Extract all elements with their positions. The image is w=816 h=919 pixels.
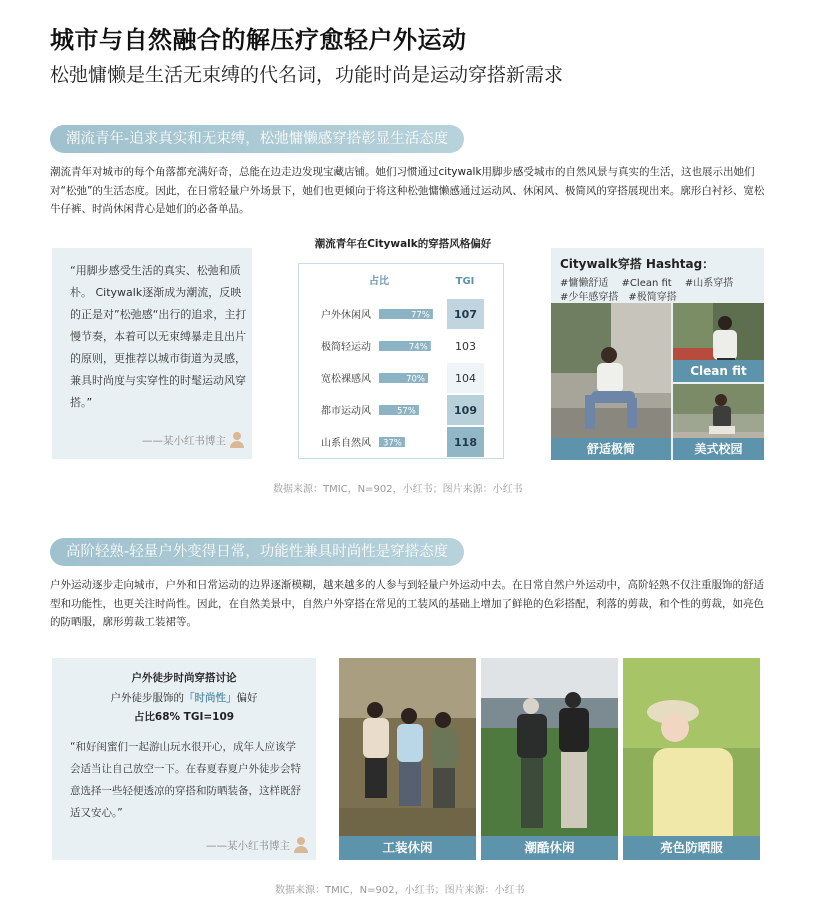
- hashtag-line-1: #慵懒舒适 #Clean fit #山系穿搭: [560, 278, 734, 289]
- photo-label-cool-casual: 潮酷休闲: [481, 836, 618, 860]
- chart-column-header-share: 占比: [369, 276, 389, 287]
- chart-title: 潮流青年在Citywalk的穿搭风格偏好: [314, 238, 492, 250]
- chart-category-label: 山系自然风: [321, 438, 371, 449]
- chart-category-label: 都市运动风: [321, 406, 371, 417]
- chart-category-label: 户外休闲风: [321, 310, 371, 321]
- section2-box-line-post: 偏好: [236, 692, 258, 704]
- section1-quote-box: [52, 248, 252, 459]
- section1-quote-author: ——某小红书博主: [142, 434, 226, 447]
- chart-category-label: 宽松裸感风: [321, 374, 371, 385]
- chart-tgi-value: 118: [454, 436, 477, 449]
- section1-paragraph: 潮流青年对城市的每个角落都充满好奇，总能在边走边发现宝藏店铺。她们习惯通过citywalk用脚步感受城市的自然风景与真实的生活，这也展示出她们对“松弛”的生活态度。因此，在日常轻量户外场景下，她们也更倾向于将这种松弛慵懒感通过运动风、休闲风、极简风的穿搭展现出来。廓形白衬衫、宽松牛仔裤、时尚休闲背心是她们的必备单品。: [50, 166, 765, 215]
- page-subtitle: 松弛慵懒是生活无束缚的代名词，功能时尚是运动穿搭新需求: [50, 64, 564, 86]
- photo-workwear-casual: [339, 658, 476, 860]
- chart-bar-data-label: 77%: [410, 310, 430, 321]
- section2-heading: 高阶轻熟-轻量户外变得日常，功能性兼具时尚性是穿搭态度: [50, 538, 464, 566]
- photo-label-clean-fit: Clean fit: [673, 360, 764, 382]
- section2-box-stat: 占比68% TGI=109: [133, 711, 235, 723]
- chart-svg: [299, 264, 505, 460]
- photo-label-american-campus: 美式校园: [673, 438, 764, 460]
- section1-quote-attribution: [142, 432, 244, 448]
- chart-bar-data-label: 57%: [396, 406, 416, 417]
- section2-quote-author: ——某小红书博主: [206, 839, 290, 852]
- section2-quote-text: “和好闺蜜们一起游山玩水很开心，成年人应该学会适当让自己放空一下。在春夏春夏户外徒步会特意选择一些轻便透凉的穿搭和防晒装备，这样既舒适又安心。”: [70, 741, 301, 819]
- section2-box-line-pre: 户外徒步服饰的: [110, 692, 184, 704]
- section1-source: 数据来源：TMIC，N=902，小红书；图片来源：小红书: [273, 484, 523, 495]
- chart-column-header-tgi: TGI: [455, 276, 475, 287]
- hashtag-title: Citywalk穿搭 Hashtag：: [560, 257, 715, 271]
- photo-comfort-minimal: [551, 303, 671, 460]
- photo-group-hiking: [339, 658, 476, 860]
- chart-bar-data-label: 74%: [408, 342, 428, 353]
- photo-cool-casual: [481, 658, 618, 860]
- section2-box-line: [52, 690, 316, 705]
- photo-label-bright-sun-jacket: 亮色防晒服: [623, 836, 760, 860]
- chart-tgi-value: 104: [455, 372, 476, 385]
- section1-heading: 潮流青年-追求真实和无束缚，松弛慵懒感穿搭彰显生活态度: [50, 125, 464, 153]
- photo-label-workwear-casual: 工装休闲: [339, 836, 476, 860]
- photo-label-comfort-minimal: 舒适极简: [551, 438, 671, 460]
- chart-tgi-value: 103: [455, 340, 476, 353]
- page-title: 城市与自然融合的解压疗愈轻户外运动: [50, 26, 467, 54]
- chart-category-label: 极简轻运动: [321, 342, 371, 353]
- chart-bar-data-label: 37%: [382, 438, 402, 449]
- section2-paragraph: 户外运动逐步走向城市，户外和日常运动的边界逐渐模糊，越来越多的人参与到轻量户外运动中去。在日常自然户外运动中，高阶轻熟不仅注重服饰的舒适型和功能性，也更关注时尚性。因此，在自然美景中，自然户外穿搭在常见的工装风的基础上增加了鲜艳的色彩搭配，利落的剪裁，和个性的剪裁，如亮色的防晒服，廓形剪裁工装裙等。: [50, 579, 764, 628]
- section2-source: 数据来源：TMIC，N=902，小红书；图片来源：小红书: [275, 885, 525, 896]
- section2-box-line-highlight: 「时尚性」: [184, 692, 237, 704]
- section2-quote-attribution: [206, 837, 308, 853]
- hashtag-box: [551, 248, 764, 460]
- photo-field-duo: [481, 658, 618, 860]
- hashtag-line-2: #少年感穿搭 #极简穿搭: [560, 292, 677, 303]
- section1-quote-text: “用脚步感受生活的真实、松弛和质朴。 Citywalk逐渐成为潮流，反映的正是对”松弛感“出行的追求，主打慢节奏，本着可以无束缚暴走且出片的原则，更推荐以城市街道为灵感，兼具时尚度与实穿性的时髦运动风穿搭。”: [70, 264, 247, 409]
- section2-box-title: 户外徒步时尚穿搭讨论: [131, 672, 237, 684]
- photo-clean-fit: [673, 303, 764, 382]
- chart-tgi-value: 109: [454, 404, 477, 417]
- photo-street-sitting: [551, 303, 671, 460]
- person-icon: [294, 837, 308, 853]
- style-preference-chart: [298, 263, 504, 459]
- photo-american-campus: [673, 384, 764, 460]
- photo-sun-hat: [623, 658, 760, 860]
- photo-bright-sun-jacket: [623, 658, 760, 860]
- chart-tgi-value: 107: [454, 308, 477, 321]
- chart-bar-data-label: 70%: [406, 374, 425, 385]
- person-icon: [230, 432, 244, 448]
